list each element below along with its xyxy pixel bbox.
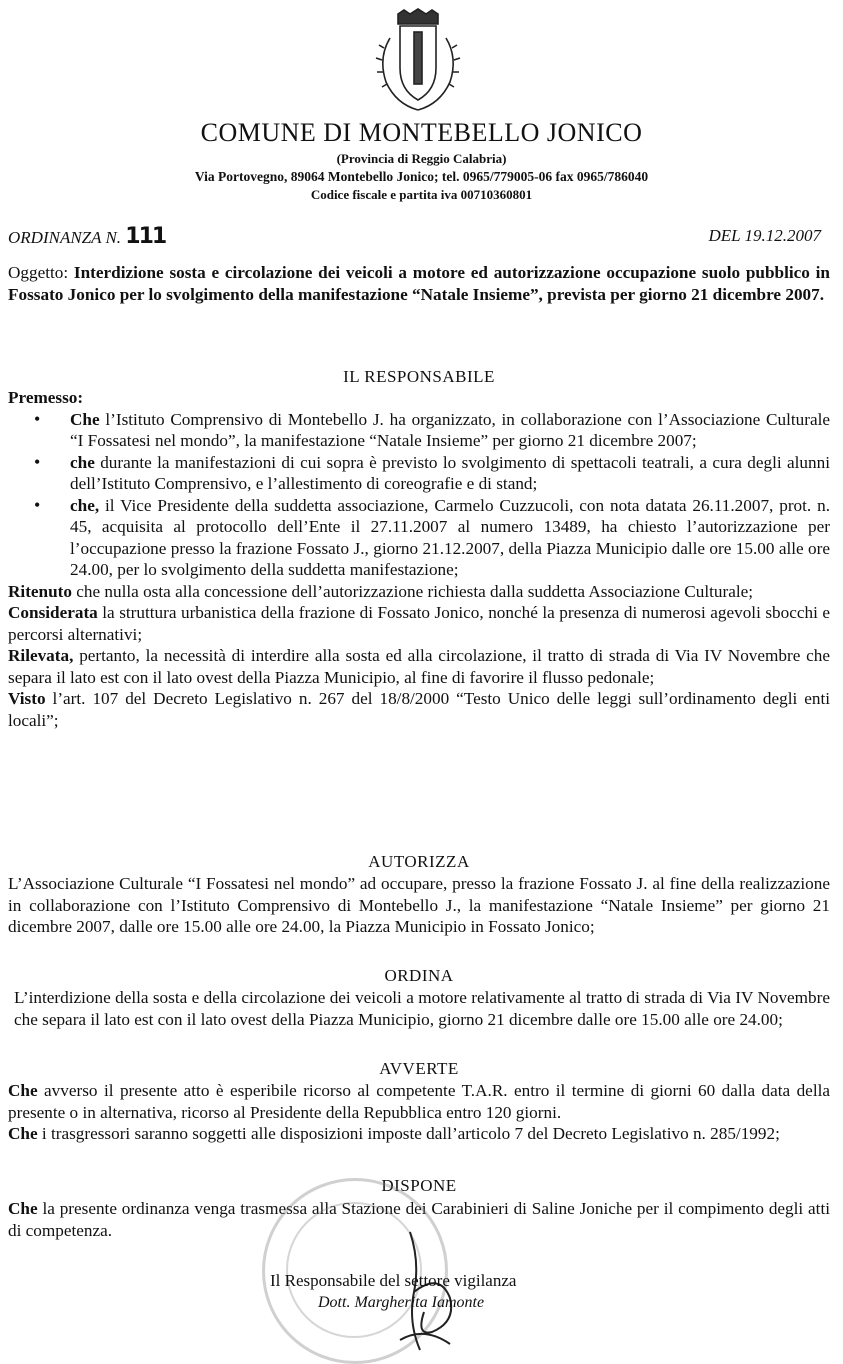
tax-code-line: Codice fiscale e partita iva 00710360801 — [310, 187, 533, 202]
avverte-section — [8, 1080, 830, 1145]
ordina-heading: ORDINA — [384, 966, 454, 985]
autorizza-paragraph: L’Associazione Culturale “I Fossatesi nel mondo” ad occupare, presso la frazione Fossato J. al fine della realizzazione in collaborazione con l’Istituto Comprensivo di Montebello J., la manifestazione “Natale Insieme” per giorno 21 dicembre 2007, dalle ore 15.00 alle ore 24.00, la Piazza Municipio in Fossato Jonico; — [8, 874, 830, 936]
body-section — [8, 387, 830, 731]
dispone-heading: DISPONE — [381, 1176, 457, 1195]
ordinance-handwritten-number: 111 — [125, 224, 166, 249]
signatory-role: Il Responsabile del settore vigilanza — [270, 1271, 517, 1290]
province-line: (Provincia di Reggio Calabria) — [336, 151, 507, 166]
dispone-paragraph: Che la presente ordinanza venga trasmessa alla Stazione dei Carabinieri di Saline Joniche per il compimento degli atti di competenza. — [8, 1199, 830, 1240]
address-line: Via Portovegno, 89064 Montebello Jonico; tel. 0965/779005-06 fax 0965/786040 — [194, 169, 649, 184]
avverte-item: Che avverso il presente atto è esperibile ricorso al competente T.A.R. entro il termine di giorni 60 dalla data della presente o in alternativa, ricorso al Presidente della Repubblica entro 120 giorni. — [8, 1081, 830, 1122]
subject-label: Oggetto: — [8, 263, 69, 282]
list-item: • che durante la manifestazioni di cui sopra è previsto lo svolgimento di spettacoli teatrali, a cura degli alunni dell’Istituto Comprensivo, e l’allestimento di coreografie e di stand; — [8, 452, 830, 495]
premesso-list — [8, 409, 830, 581]
ordinance-date: DEL 19.12.2007 — [708, 226, 821, 245]
rilevata-paragraph: Rilevata, pertanto, la necessità di interdire alla sosta ed alla circolazione, il tratto di strada di Via IV Novembre che separa il lato est con il lato ovest della Piazza Municipio, al fine di favorire il flusso pedonale; — [8, 646, 830, 687]
ordinance-label: ORDINANZA N. — [8, 228, 122, 247]
avverte-item: Che i trasgressori saranno soggetti alle disposizioni imposte dall’articolo 7 del Decreto Legislativo n. 285/1992; — [8, 1124, 780, 1143]
avverte-heading: AVVERTE — [379, 1059, 459, 1078]
subject-text: Interdizione sosta e circolazione dei veicoli a motore ed autorizzazione occupazione suolo pubblico in Fossato Jonico per lo svolgimento della manifestazione “Natale Insieme”, prevista per giorno 21 dicembre 2007. — [8, 263, 830, 304]
considerata-paragraph: Considerata la struttura urbanistica della frazione di Fossato Jonico, nonché la presenza di numerosi agevoli sbocchi e percorsi alternativi; — [8, 603, 830, 644]
visto-paragraph: Visto l’art. 107 del Decreto Legislativo n. 267 del 18/8/2000 “Testo Unico delle leggi sull’ordinamento degli enti locali”; — [8, 689, 830, 730]
subject-paragraph — [8, 262, 830, 305]
autorizza-heading: AUTORIZZA — [368, 852, 470, 871]
list-item: • che, il Vice Presidente della suddetta associazione, Carmelo Cuzzucoli, con nota datata 26.11.2007, prot. n. 45, acquisita al protocollo dell’Ente il 27.11.2007 al numero 13489, ha chiesto l’autorizzazione per l’occupazione presso la frazione Fossato J., giorno 21.12.2007, della Piazza Municipio dalle ore 15.00 alle ore 24.00, per lo svolgimento della suddetta manifestazione; — [8, 495, 830, 581]
handwritten-signature — [380, 1222, 470, 1364]
signatory-name: Dott. Margherita Iamonte — [318, 1294, 485, 1311]
ritenuto-paragraph: Ritenuto che nulla osta alla concessione dell’autorizzazione richiesta dalla suddetta Associazione Culturale; — [8, 581, 754, 601]
premesso-label: Premesso: — [8, 388, 84, 407]
municipality-title: COMUNE DI MONTEBELLO JONICO — [200, 118, 643, 147]
municipal-crest-logo — [370, 8, 466, 116]
responsabile-heading: IL RESPONSABILE — [343, 367, 495, 386]
ordina-paragraph: L’interdizione della sosta e della circolazione dei veicoli a motore relativamente al tratto di strada di Via IV Novembre che separa il lato est con il lato ovest della Piazza Municipio, giorno 21 dicembre dalle ore 15.00 alle ore 24.00; — [14, 988, 830, 1029]
list-item: • Che l’Istituto Comprensivo di Montebello J. ha organizzato, in collaborazione con l’Associazione Culturale “I Fossatesi nel mondo”, la manifestazione “Natale Insieme” per giorno 21 dicembre 2007; — [8, 409, 830, 452]
ordinance-number — [8, 224, 165, 249]
